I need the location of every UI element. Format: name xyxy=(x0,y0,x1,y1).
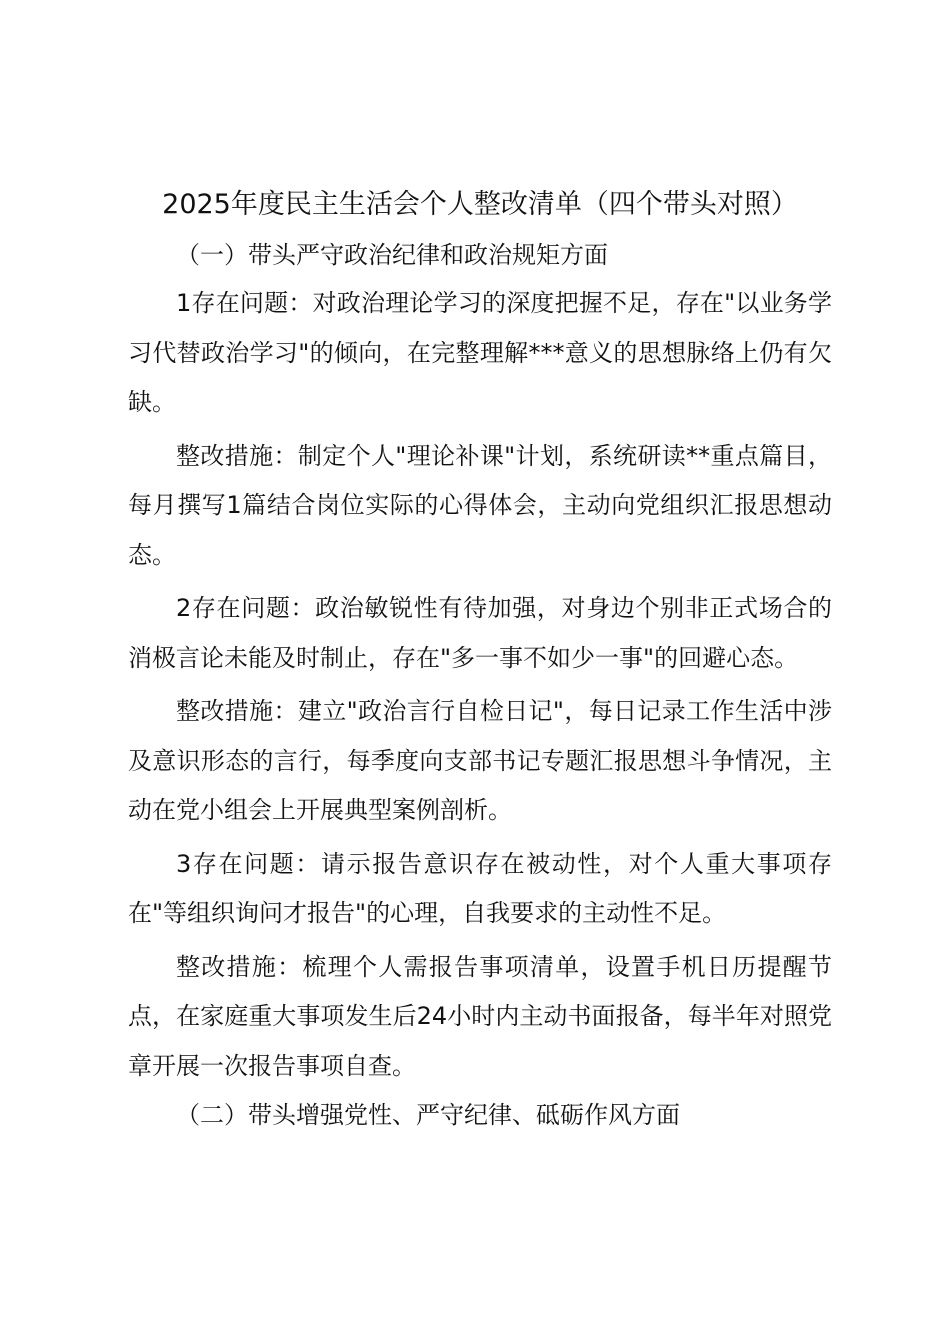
problem-paragraph-1: 1存在问题：对政治理论学习的深度把握不足，存在"以业务学习代替政治学习"的倾向，在完整理解***意义的思想脉络上仍有欠缺。 xyxy=(128,289,832,416)
measure-paragraph-2: 整改措施：建立"政治言行自检日记"，每日记录工作生活中涉及意识形态的言行，每季度向支部书记专题汇报思想斗争情况，主动在党小组会上开展典型案例剖析。 xyxy=(128,697,832,824)
problem-paragraph-2: 2存在问题：政治敏锐性有待加强，对身边个别非正式场合的消极言论未能及时制止，存在"多一事不如少一事"的回避心态。 xyxy=(128,594,832,672)
measure-paragraph-3: 整改措施：梳理个人需报告事项清单，设置手机日历提醒节点，在家庭重大事项发生后24小时内主动书面报备，每半年对照党章开展一次报告事项自查。 xyxy=(128,952,832,1080)
document-title: 2025年度民主生活会个人整改清单（四个带头对照） xyxy=(162,189,798,220)
section-heading-2: （二）带头增强党性、严守纪律、砥砺作风方面 xyxy=(176,1101,680,1129)
measure-paragraph-1: 整改措施：制定个人"理论补课"计划，系统研读**重点篇目，每月撰写1篇结合岗位实际的心得体会，主动向党组织汇报思想动态。 xyxy=(128,441,832,569)
section-heading-1: （一）带头严守政治纪律和政治规矩方面 xyxy=(176,241,608,269)
document-body xyxy=(128,235,832,1139)
problem-paragraph-3: 3存在问题：请示报告意识存在被动性，对个人重大事项存在"等组织询问才报告"的心理，自我要求的主动性不足。 xyxy=(128,849,832,927)
